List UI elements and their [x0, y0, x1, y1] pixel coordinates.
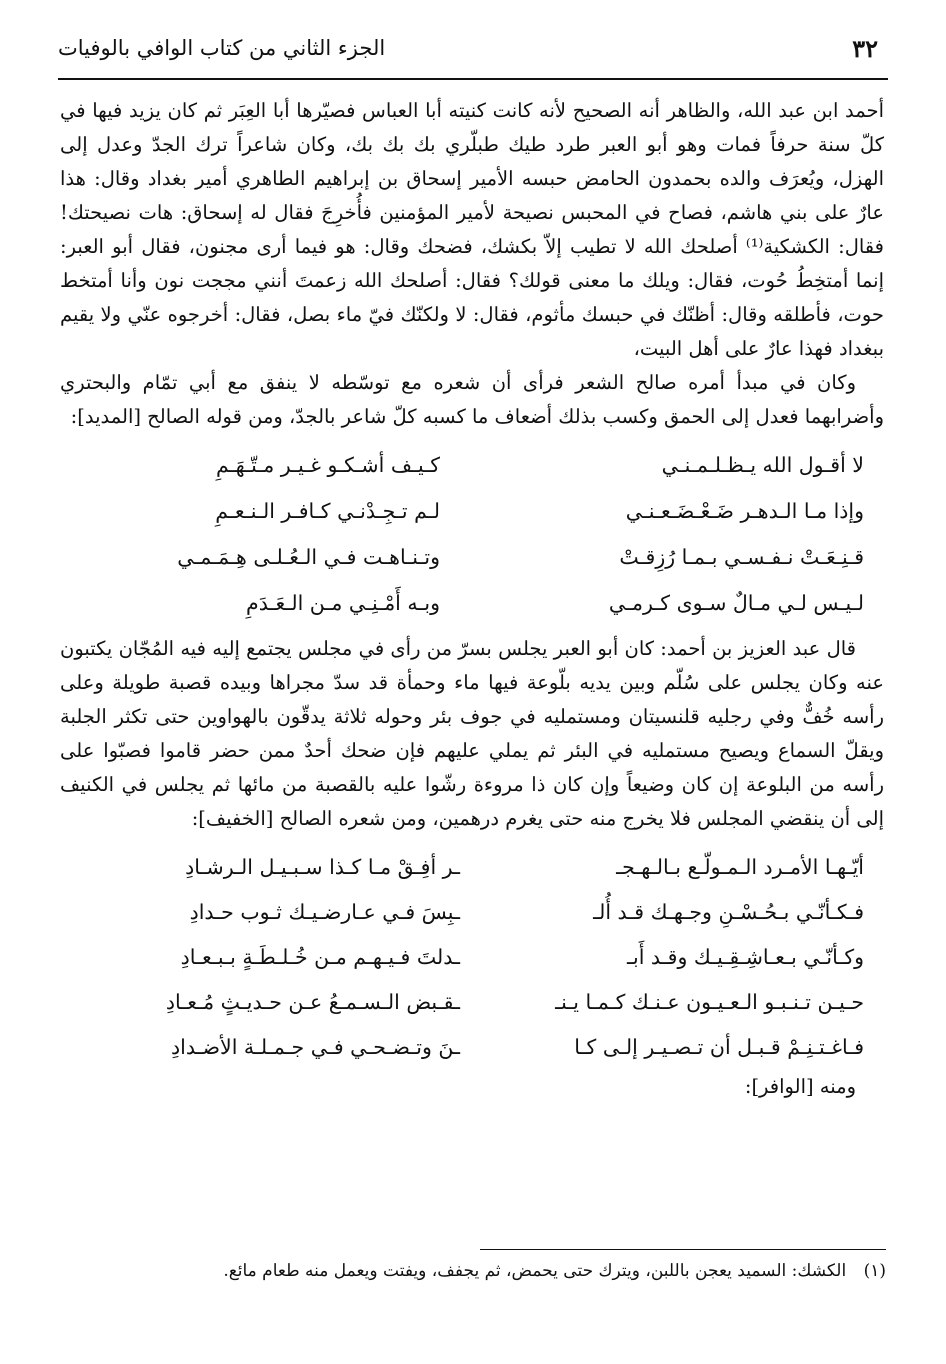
verse	[60, 488, 884, 534]
verse-second-hemistich: ـر أفِـقْ مـا كـذا سـبـيـل الـرشـادِ	[185, 854, 460, 879]
verse-first-hemistich: فـكـأنّـي بـحُـسْـنِ وجـهـك قـد أُلـ	[593, 899, 864, 924]
verse	[60, 442, 884, 488]
verse-second-hemistich: لـم تـجِـدْنـي كـافـر الـنـعـمِ	[215, 499, 440, 523]
verse-second-hemistich: ـبِسَ فـي عـارضـيـك ثـوب حـدادِ	[189, 899, 460, 924]
verse-second-hemistich: ـنَ وتـضـحـي فـي جـمـلـة الأضـدادِ	[171, 1034, 460, 1059]
paragraph-2: وكان في مبدأ أمره صالح الشعر فرأى أن شعره مع توسّطه لا ينفق مع أبي تمّام والبحتري وأضرابهما فعدل إلى الحمق وكسب بذلك أضعاف ما كسبه كلّ شاعر بالجدّ، ومن قوله الصالح [المديد]:	[60, 371, 884, 428]
header-rule	[58, 78, 888, 80]
paragraph-1: أحمد ابن عبد الله، والظاهر أنه الصحيح لأنه كانت كنيته أبا العباس فصيّرها أبا العِبَر ثم كان يزيد فيها في كلّ سنة حرفاً فمات وهو أبو العبر طرد طيك طبلّري بك بك بك، وكان شاعراً ترك الجدّ وعدل إلى الهزل، ويُعرَف والده بحمدون الحامض حبسه الأمير إسحاق بن إبراهيم الطاهري أمير بغداد وقال: هذا عارٌ على بني هاشم، فصاح في المحبس نصيحة لأمير المؤمنين فأُخرِجَ فقال له إسحاق: هات نصيحتك! فقال: الكشكية⁽¹⁾ أصلحك الله لا تطيب إلاّ بكشك، فضحك وقال: هو فيما أرى مجنون، فقال أبو العبر: إنما أمتخِطُ حُوت، فقال: ويلك ما معنى قولك؟ فقال: أصلحك الله زعمتَ أنني مججت نون وأنا أمتخط حوت، فأطلقه وقال: أظنّك في حبسك مأثوم، فقال: لا ولكنّك فيّ ماء بصل، فقال: أخرجوه عنّي ولا يقيم ببغداد فهذا عارٌ على أهل البيت،	[60, 99, 884, 360]
verse-first-hemistich: لا أقـول الله يـظـلـمـنـي	[661, 453, 864, 477]
verse-second-hemistich: وبـه أَمْـنِـي مـن الـعَـدَمِ	[246, 591, 440, 615]
verse	[60, 934, 884, 979]
footnote-text: الكشك: السميد يعجن باللبن، ويترك حتى يحمض، ثم يجفف، ويفتت ويعمل منه طعام مائع.	[223, 1261, 847, 1281]
verse-first-hemistich: قـنِـعَـتْ نـفـسـي بـمـا رُزِقـتْ	[619, 545, 864, 569]
page-body	[60, 94, 884, 1098]
verse-first-hemistich: أيّـهـا الأمـرد الـمـولّـع بـالـهـجـ	[616, 854, 864, 879]
paragraph-3: قال عبد العزيز بن أحمد: كان أبو العبر يجلس بسرّ من رأى في مجلس يجتمع إليه فيه المُجّان يكتبون عنه وكان يجلس على سُلّم وبين يديه بلّوعة فيها ماء وحمأة قد سدّ مجراها وبيده قصبة طويلة وعلى رأسه خُفٌّ وفي رجليه قلنسيتان ومستمليه في جوف بئر وحوله ثلاثة يدقّون بالهواوين حتى تكثر الجلبة ويقلّ السماع ويصيح مستمليه في البئر ثم يملي عليهم فإن ضحك أحدٌ ممن حضر قاموا فصبّوا على رأسه من البلوعة إن كان وضيعاً وإن كان ذا مروءة رشّوا عليه بالقصبة من مائها ثم يجلس في الكنيف إلى أن ينقضي المجلس فلا يخرج منه حتى يغرم درهمين، ومن شعره الصالح [الخفيف]:	[60, 637, 884, 830]
verse	[60, 1024, 884, 1069]
footnote-number: (١)	[863, 1261, 886, 1281]
verse	[60, 534, 884, 580]
footnote-rule	[480, 1249, 886, 1250]
verse-first-hemistich: لـيـس لـي مـالٌ سـوى كـرمـي	[608, 591, 864, 615]
running-title: الجزء الثاني من كتاب الوافي بالوفيات	[58, 36, 386, 60]
poem-madid	[60, 442, 884, 626]
verse-second-hemistich: وتـنـاهـت فـي الـعُـلـى هِـمَـمـي	[177, 545, 440, 569]
verse	[60, 889, 884, 934]
page-number: ٣٢	[852, 34, 878, 63]
verse-first-hemistich: وكـأنّـي بـعـاشِـقِـيـك وقـد أَبـ	[626, 944, 864, 969]
verse-first-hemistich: فـاغـتـنِـمْ قـبـل أن تـصـيـر إلـى كـا	[574, 1034, 864, 1059]
verse-second-hemistich: ـدلتَ فـيـهـم مـن خُـلـطَـةٍ بـبـعـادِ	[180, 944, 460, 969]
verse-second-hemistich: كـيـف أشـكـو غـيـر مـتّـهَـمِ	[215, 453, 440, 477]
verse	[60, 844, 884, 889]
verse-second-hemistich: ـقـبض الـسـمـعُ عـن حـديـثٍ مُـعـادِ	[165, 989, 460, 1014]
verse-first-hemistich: وإذا مـا الـدهـر ضَـعْـضَـعـنـي	[625, 499, 864, 523]
poem-khafif	[60, 844, 884, 1069]
verse	[60, 580, 884, 626]
verse-first-hemistich: حـيـن تـنـبـو الـعـيـون عـنـك كـمـا يـنـ	[555, 989, 864, 1014]
running-header	[58, 34, 888, 70]
wafir-intro: ومنه [الوافر]:	[744, 1075, 856, 1098]
verse	[60, 979, 884, 1024]
footnote	[60, 1256, 886, 1286]
